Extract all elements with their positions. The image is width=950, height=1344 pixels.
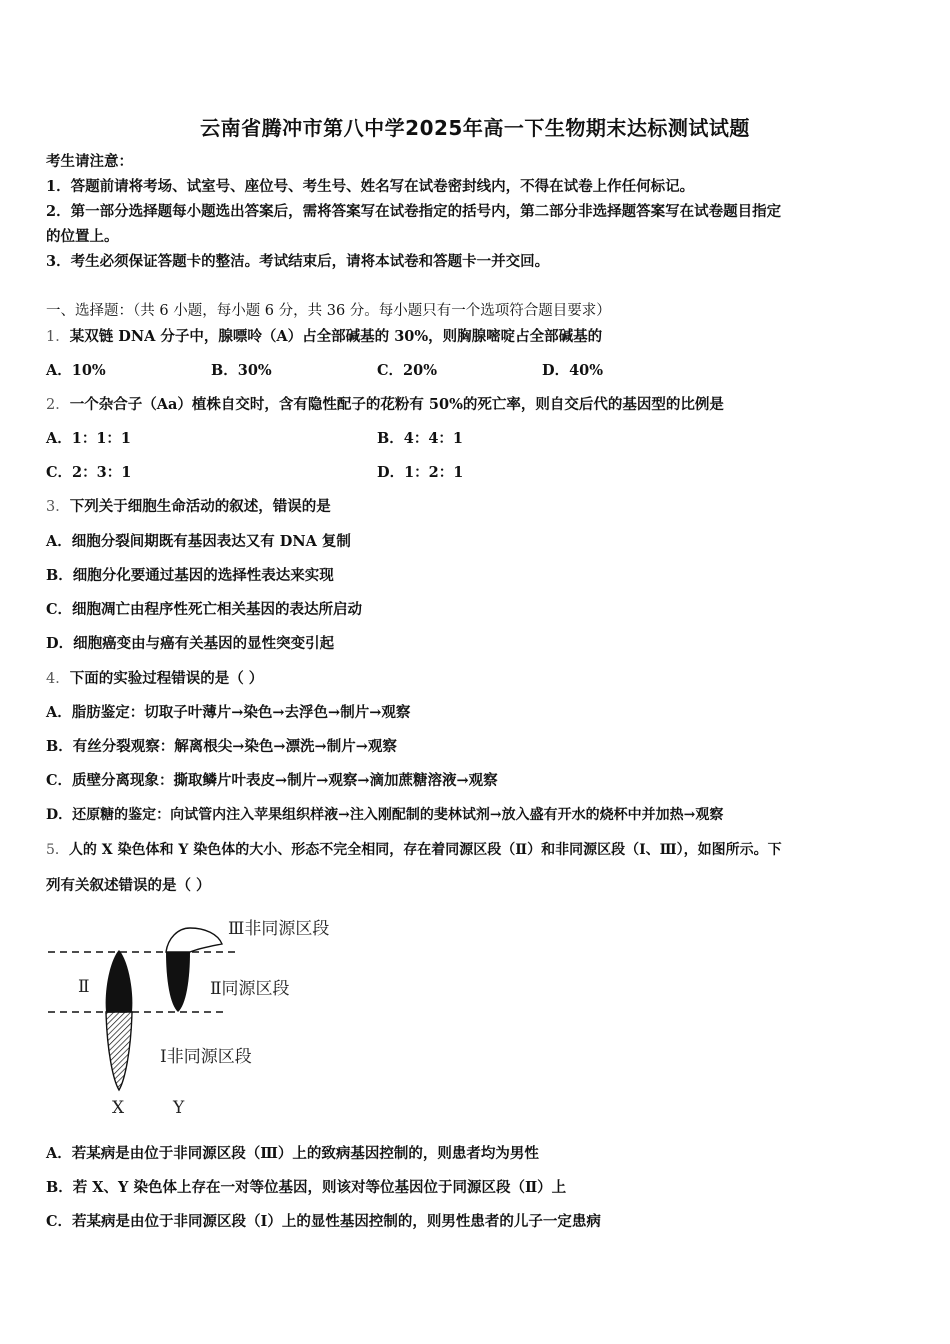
section-header: 一、选择题：（共 6 小题，每小题 6 分，共 36 分。每小题只有一个选项符合题目要求） [46, 303, 611, 319]
question-5-stem-cont: 列有关叙述错误的是（ ） [46, 877, 211, 894]
label-region-I: Ⅰ非同源区段 [160, 1047, 252, 1067]
question-stem: 下面的实验过程错误的是（ ） [69, 670, 264, 687]
question-number: 3． [46, 499, 70, 515]
question-stem: 人的 X 染色体和 Y 染色体的大小、形态不完全相同，存在着同源区段（Ⅱ）和非同源区段（Ⅰ、Ⅲ），如图所示。下 [68, 842, 782, 858]
option-2d: D．1：2：1 [377, 464, 464, 481]
notice-heading: 考生请注意： [46, 153, 133, 170]
option-4b: B．有丝分裂观察：解离根尖→染色→漂洗→制片→观察 [46, 738, 397, 755]
label-region-II-left: Ⅱ [78, 977, 90, 997]
question-2 [46, 396, 724, 414]
x-chromosome-homologous [106, 950, 133, 1012]
question-stem: 下列关于细胞生命活动的叙述，错误的是 [69, 498, 331, 515]
question-stem: 一个杂合子（Aa）植株自交时，含有隐性配子的花粉有 50%的死亡率，则自交后代的基因型的比例是 [69, 396, 724, 413]
y-chromosome-homologous [166, 952, 190, 1012]
question-3 [46, 498, 331, 516]
question-1 [46, 328, 602, 346]
option-5a: A．若某病是由位于非同源区段（Ⅲ）上的致病基因控制的，则患者均为男性 [46, 1145, 539, 1162]
label-y: Y [173, 1098, 185, 1118]
option-4a: A．脂肪鉴定：切取子叶薄片→染色→去浮色→制片→观察 [46, 704, 411, 721]
question-number: 5． [46, 842, 69, 858]
label-x: X [112, 1098, 125, 1118]
y-chromosome-nonhomologous [166, 928, 222, 952]
option-5b: B．若 X、Y 染色体上存在一对等位基因，则该对等位基因位于同源区段（Ⅱ）上 [46, 1179, 567, 1196]
option-4d: D．还原糖的鉴定：向试管内注入苹果组织样液→注入刚配制的斐林试剂→放入盛有开水的烧杯中并加热→观察 [46, 807, 724, 823]
option-3c: C．细胞凋亡由程序性死亡相关基因的表达所启动 [46, 601, 363, 618]
option-5c: C．若某病是由位于非同源区段（Ⅰ）上的显性基因控制的，则男性患者的儿子一定患病 [46, 1213, 601, 1230]
option-1b: B．30% [211, 362, 272, 379]
question-5 [46, 841, 782, 859]
option-3b: B．细胞分化要通过基因的选择性表达来实现 [46, 567, 334, 584]
question-4 [46, 670, 263, 688]
chromosome-figure [40, 910, 370, 1125]
page-title: 云南省腾冲市第八中学2025年高一下生物期末达标测试试题 [200, 116, 750, 140]
notice-item: 2．第一部分选择题每小题选出答案后，需将答案写在试卷指定的括号内，第二部分非选择题答案写在试卷题目指定 [46, 203, 782, 220]
label-region-II: Ⅱ同源区段 [210, 979, 290, 999]
option-2b: B．4：4：1 [377, 430, 464, 447]
question-number: 4． [46, 671, 70, 687]
option-3a: A．细胞分裂间期既有基因表达又有 DNA 复制 [46, 533, 351, 550]
option-4c: C．质壁分离现象：撕取鳞片叶表皮→制片→观察→滴加蔗糖溶液→观察 [46, 772, 498, 789]
question-stem: 某双链 DNA 分子中，腺嘌呤（A）占全部碱基的 30%，则胸腺嘧啶占全部碱基的 [69, 328, 603, 345]
option-3d: D．细胞癌变由与癌有关基因的显性突变引起 [46, 635, 335, 652]
option-2c: C．2：3：1 [46, 464, 132, 481]
notice-item: 的位置上。 [46, 228, 119, 245]
option-1c: C．20% [377, 362, 437, 379]
option-2a: A．1：1：1 [46, 430, 132, 447]
x-chromosome-nonhomologous [106, 1012, 132, 1090]
label-region-III: Ⅲ非同源区段 [228, 919, 330, 939]
notice-item: 1．答题前请将考场、试室号、座位号、考生号、姓名写在试卷密封线内，不得在试卷上作任何标记。 [46, 178, 695, 195]
question-number: 1． [46, 329, 70, 345]
option-1d: D．40% [542, 362, 604, 379]
option-1a: A．10% [46, 362, 106, 379]
question-number: 2． [46, 397, 70, 413]
notice-item: 3．考生必须保证答题卡的整洁。考试结束后，请将本试卷和答题卡一并交回。 [46, 253, 550, 270]
